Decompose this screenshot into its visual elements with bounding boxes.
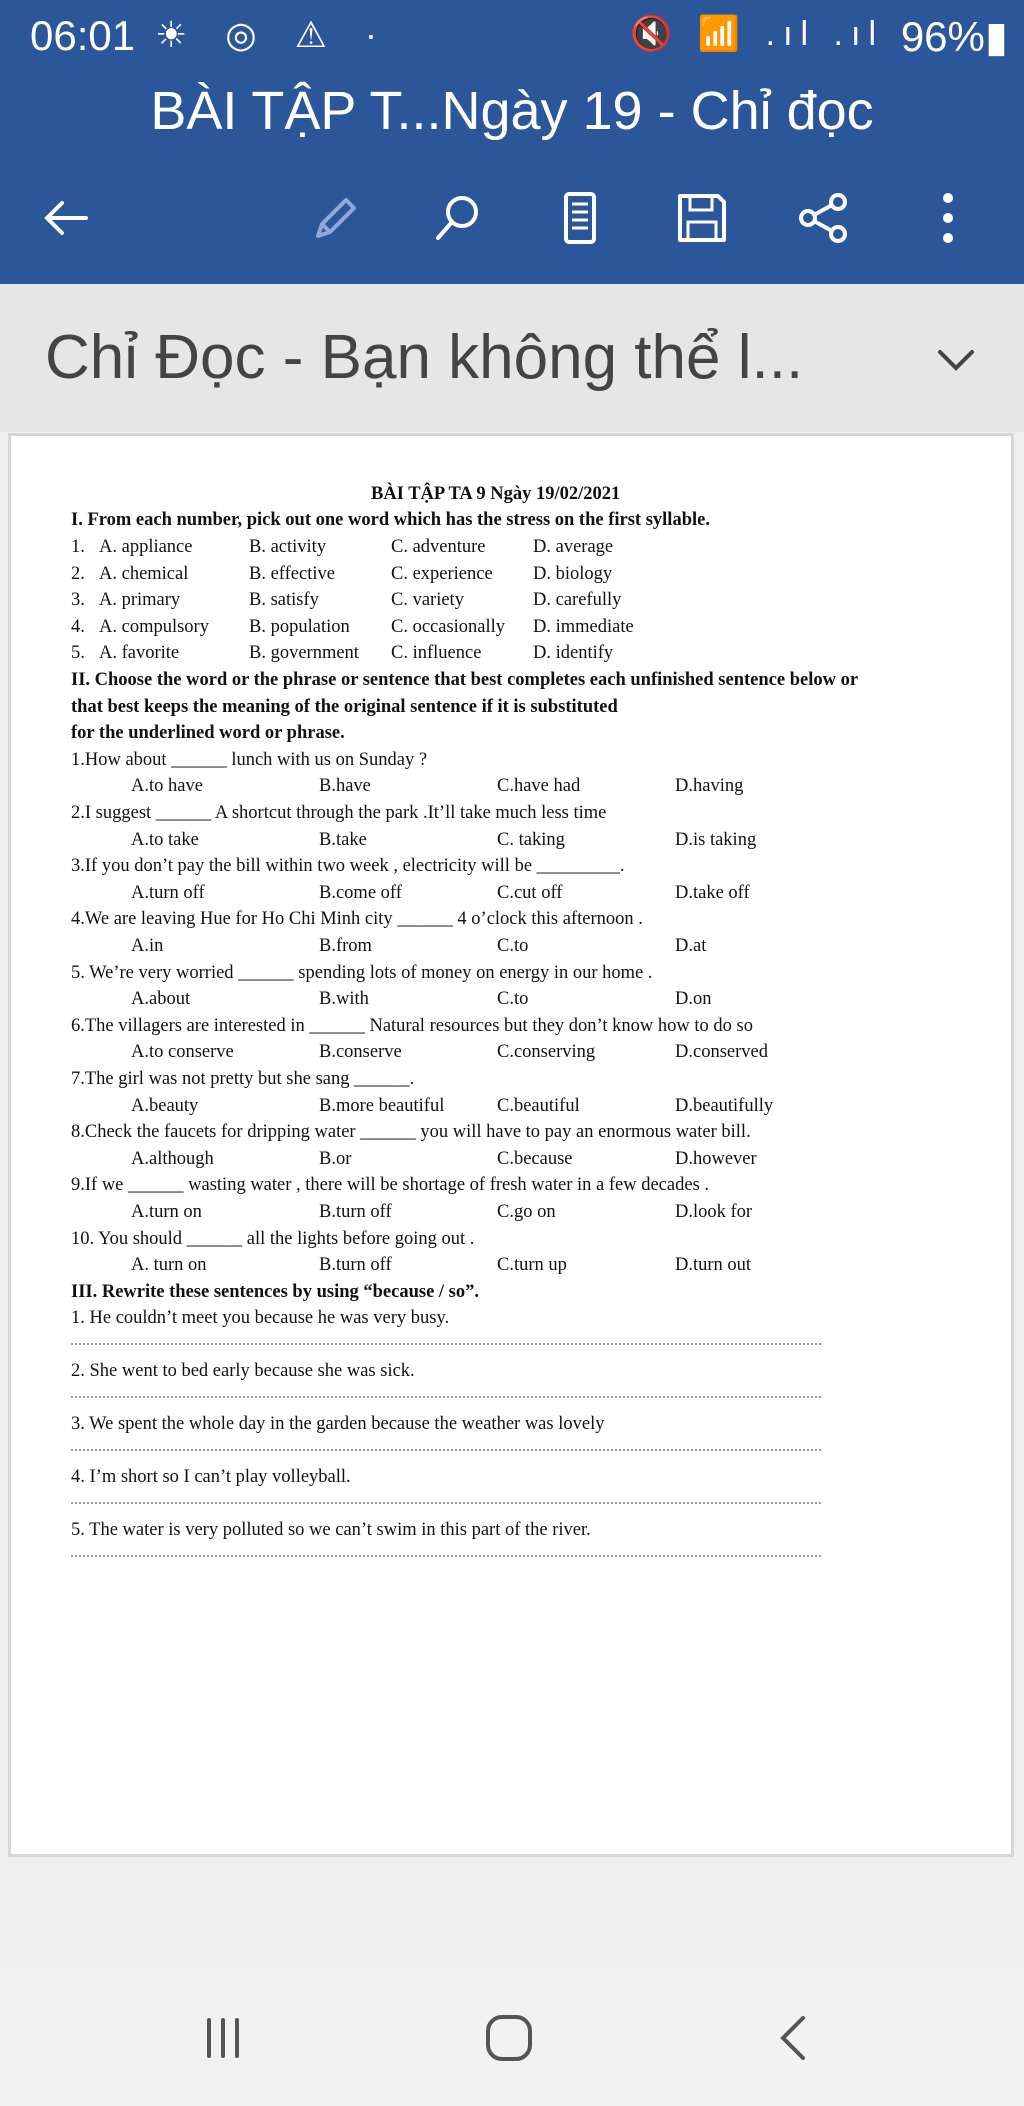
chevron-down-icon[interactable] [928, 332, 984, 388]
answer-option-d: D.beautifully [675, 1095, 774, 1116]
stress-option-c: C. variety [391, 590, 464, 611]
answer-option-c: C.to [497, 936, 529, 956]
answer-option-a: A. turn on [131, 1255, 207, 1276]
rewrite-sentence: 5. The water is very polluted so we can’t swim in this part of the river. [71, 1520, 591, 1541]
answer-option-d: D.at [675, 936, 707, 956]
home-icon[interactable] [464, 1998, 554, 2078]
answer-option-c: C.have had [497, 776, 581, 797]
save-icon[interactable] [664, 180, 740, 256]
more-vert-icon[interactable] [910, 180, 986, 256]
answer-option-a: A.turn off [131, 882, 205, 903]
answer-option-a: A.in [131, 936, 164, 956]
answer-option-a: A.to conserve [131, 1042, 234, 1063]
stress-option-b: B. government [249, 643, 359, 664]
answer-option-d: D.conserved [675, 1042, 768, 1063]
answer-option-a: A.beauty [131, 1095, 199, 1116]
answer-option-b: B.have [319, 776, 371, 797]
stress-row-number: 1. [71, 537, 85, 557]
answer-option-d: D.on [675, 989, 712, 1010]
back-arrow-icon[interactable] [28, 180, 104, 256]
rewrite-sentence: 1. He couldn’t meet you because he was very busy. [71, 1308, 450, 1329]
search-icon[interactable] [420, 180, 496, 256]
section3-heading: III. Rewrite these sentences by using “because / so”. [71, 1281, 480, 1302]
question-text: 6.The villagers are interested in ______ Natural resources but they don’t know how to do so [71, 1015, 753, 1036]
answer-option-a: A.to have [131, 776, 203, 797]
answer-option-d: D.however [675, 1148, 757, 1169]
stress-option-b: B. effective [249, 563, 335, 584]
stress-option-a: A. favorite [99, 643, 180, 664]
answer-option-b: B.turn off [319, 1202, 392, 1222]
answer-dotted-line [71, 1343, 821, 1345]
pencil-icon[interactable] [298, 180, 374, 256]
question-text: 3.If you don’t pay the bill within two week , electricity will be _________. [71, 856, 625, 877]
battery-level: 96%▮ [900, 13, 1008, 60]
rewrite-sentence: 4. I’m short so I can’t play volleyball. [71, 1467, 351, 1488]
read-only-banner[interactable] [0, 284, 1024, 432]
answer-option-b: B.turn off [319, 1255, 392, 1276]
answer-option-b: B.more beautiful [319, 1095, 445, 1116]
status-time: 06:01 [30, 12, 136, 59]
stress-option-d: D. carefully [533, 590, 622, 611]
answer-option-c: C.because [497, 1148, 573, 1169]
stress-option-c: C. experience [391, 563, 493, 584]
answer-option-a: A.about [131, 989, 191, 1010]
question-text: 7.The girl was not pretty but she sang ______. [71, 1069, 415, 1089]
answer-option-a: A.turn on [131, 1202, 202, 1222]
answer-option-d: D.is taking [675, 829, 757, 850]
section2-heading-line: for the underlined word or phrase. [71, 723, 345, 744]
answer-dotted-line [71, 1396, 821, 1398]
answer-option-d: D.take off [675, 882, 750, 903]
stress-option-d: D. identify [533, 643, 614, 664]
section1-heading: I. From each number, pick out one word which has the stress on the first syllable. [71, 510, 710, 530]
back-icon[interactable] [750, 1998, 840, 2078]
stress-option-b: B. population [249, 616, 350, 637]
toolbar [0, 152, 1024, 284]
read-only-message: Chỉ Đọc - Bạn không thể l... [45, 323, 804, 392]
stress-option-a: A. primary [99, 590, 181, 611]
answer-option-d: D.turn out [675, 1255, 752, 1276]
rewrite-sentence: 3. We spent the whole day in the garden because the weather was lovely [71, 1414, 605, 1435]
answer-option-c: C.cut off [497, 882, 563, 903]
answer-option-c: C.turn up [497, 1255, 567, 1276]
system-icons: 🔇 📶 .ıl .ıl [630, 15, 884, 53]
stress-row-number: 3. [71, 590, 85, 611]
section2-heading-line: II. Choose the word or the phrase or sentence that best completes each unfinished sentence below or [71, 670, 859, 690]
stress-option-a: A. compulsory [99, 616, 209, 637]
share-icon[interactable] [786, 180, 862, 256]
question-text: 8.Check the faucets for dripping water ______ you will have to pay an enormous water bill. [71, 1122, 751, 1143]
question-text: 9.If we ______ wasting water , there will be shortage of fresh water in a few decades . [71, 1175, 710, 1196]
answer-option-b: B.with [319, 989, 369, 1010]
rewrite-sentence: 2. She went to bed early because she was sick. [71, 1361, 415, 1382]
answer-option-c: C.conserving [497, 1042, 596, 1063]
answer-option-c: C.go on [497, 1202, 556, 1222]
section2-heading-line: that best keeps the meaning of the original sentence if it is substituted [71, 696, 618, 717]
stress-option-c: C. influence [391, 643, 482, 664]
answer-option-c: C. taking [497, 829, 565, 850]
status-bar [0, 0, 1024, 70]
document-page[interactable] [8, 433, 1014, 1857]
answer-dotted-line [71, 1555, 821, 1557]
stress-option-d: D. average [533, 537, 614, 557]
stress-option-d: D. biology [533, 563, 613, 584]
navigation-bar [0, 1968, 1024, 2106]
stress-row-number: 4. [71, 616, 85, 637]
answer-option-b: B.from [319, 936, 372, 956]
stress-row-number: 2. [71, 563, 85, 584]
stress-row-number: 5. [71, 643, 85, 664]
app-title-bar [0, 70, 1024, 152]
answer-option-d: D.having [675, 776, 744, 797]
worksheet-title: BÀI TẬP TA 9 Ngày 19/02/2021 [371, 484, 621, 504]
reading-view-icon[interactable] [542, 180, 618, 256]
stress-option-c: C. occasionally [391, 616, 506, 637]
answer-dotted-line [71, 1449, 821, 1451]
question-text: 4.We are leaving Hue for Ho Chi Minh city ______ 4 o’clock this afternoon . [71, 909, 643, 930]
recent-apps-icon[interactable] [178, 1998, 268, 2078]
answer-option-a: A.although [131, 1148, 214, 1169]
question-text: 1.How about ______ lunch with us on Sunday ? [71, 749, 428, 770]
stress-option-a: A. appliance [99, 537, 193, 557]
answer-option-b: B.conserve [319, 1042, 402, 1063]
question-text: 2.I suggest ______ A shortcut through the park .It’ll take much less time [71, 803, 607, 823]
stress-option-b: B. satisfy [249, 590, 319, 611]
question-text: 10. You should ______ all the lights before going out . [71, 1228, 475, 1249]
stress-option-a: A. chemical [99, 563, 189, 584]
stress-option-b: B. activity [249, 537, 327, 557]
answer-option-b: B.take [319, 829, 367, 850]
stress-option-c: C. adventure [391, 537, 486, 557]
document-title: BÀI TẬP T...Ngày 19 - Chỉ đọc [150, 81, 874, 141]
answer-option-c: C.beautiful [497, 1095, 580, 1116]
question-text: 5. We’re very worried ______ spending lots of money on energy in our home . [71, 962, 653, 983]
answer-option-a: A.to take [131, 829, 199, 850]
answer-option-d: D.look for [675, 1202, 753, 1222]
answer-option-c: C.to [497, 989, 529, 1010]
answer-dotted-line [71, 1502, 821, 1504]
answer-option-b: B.or [319, 1148, 352, 1169]
notification-icons: ☀ ◎ ⚠ · [155, 14, 391, 55]
stress-option-d: D. immediate [533, 616, 634, 637]
answer-option-b: B.come off [319, 882, 402, 903]
